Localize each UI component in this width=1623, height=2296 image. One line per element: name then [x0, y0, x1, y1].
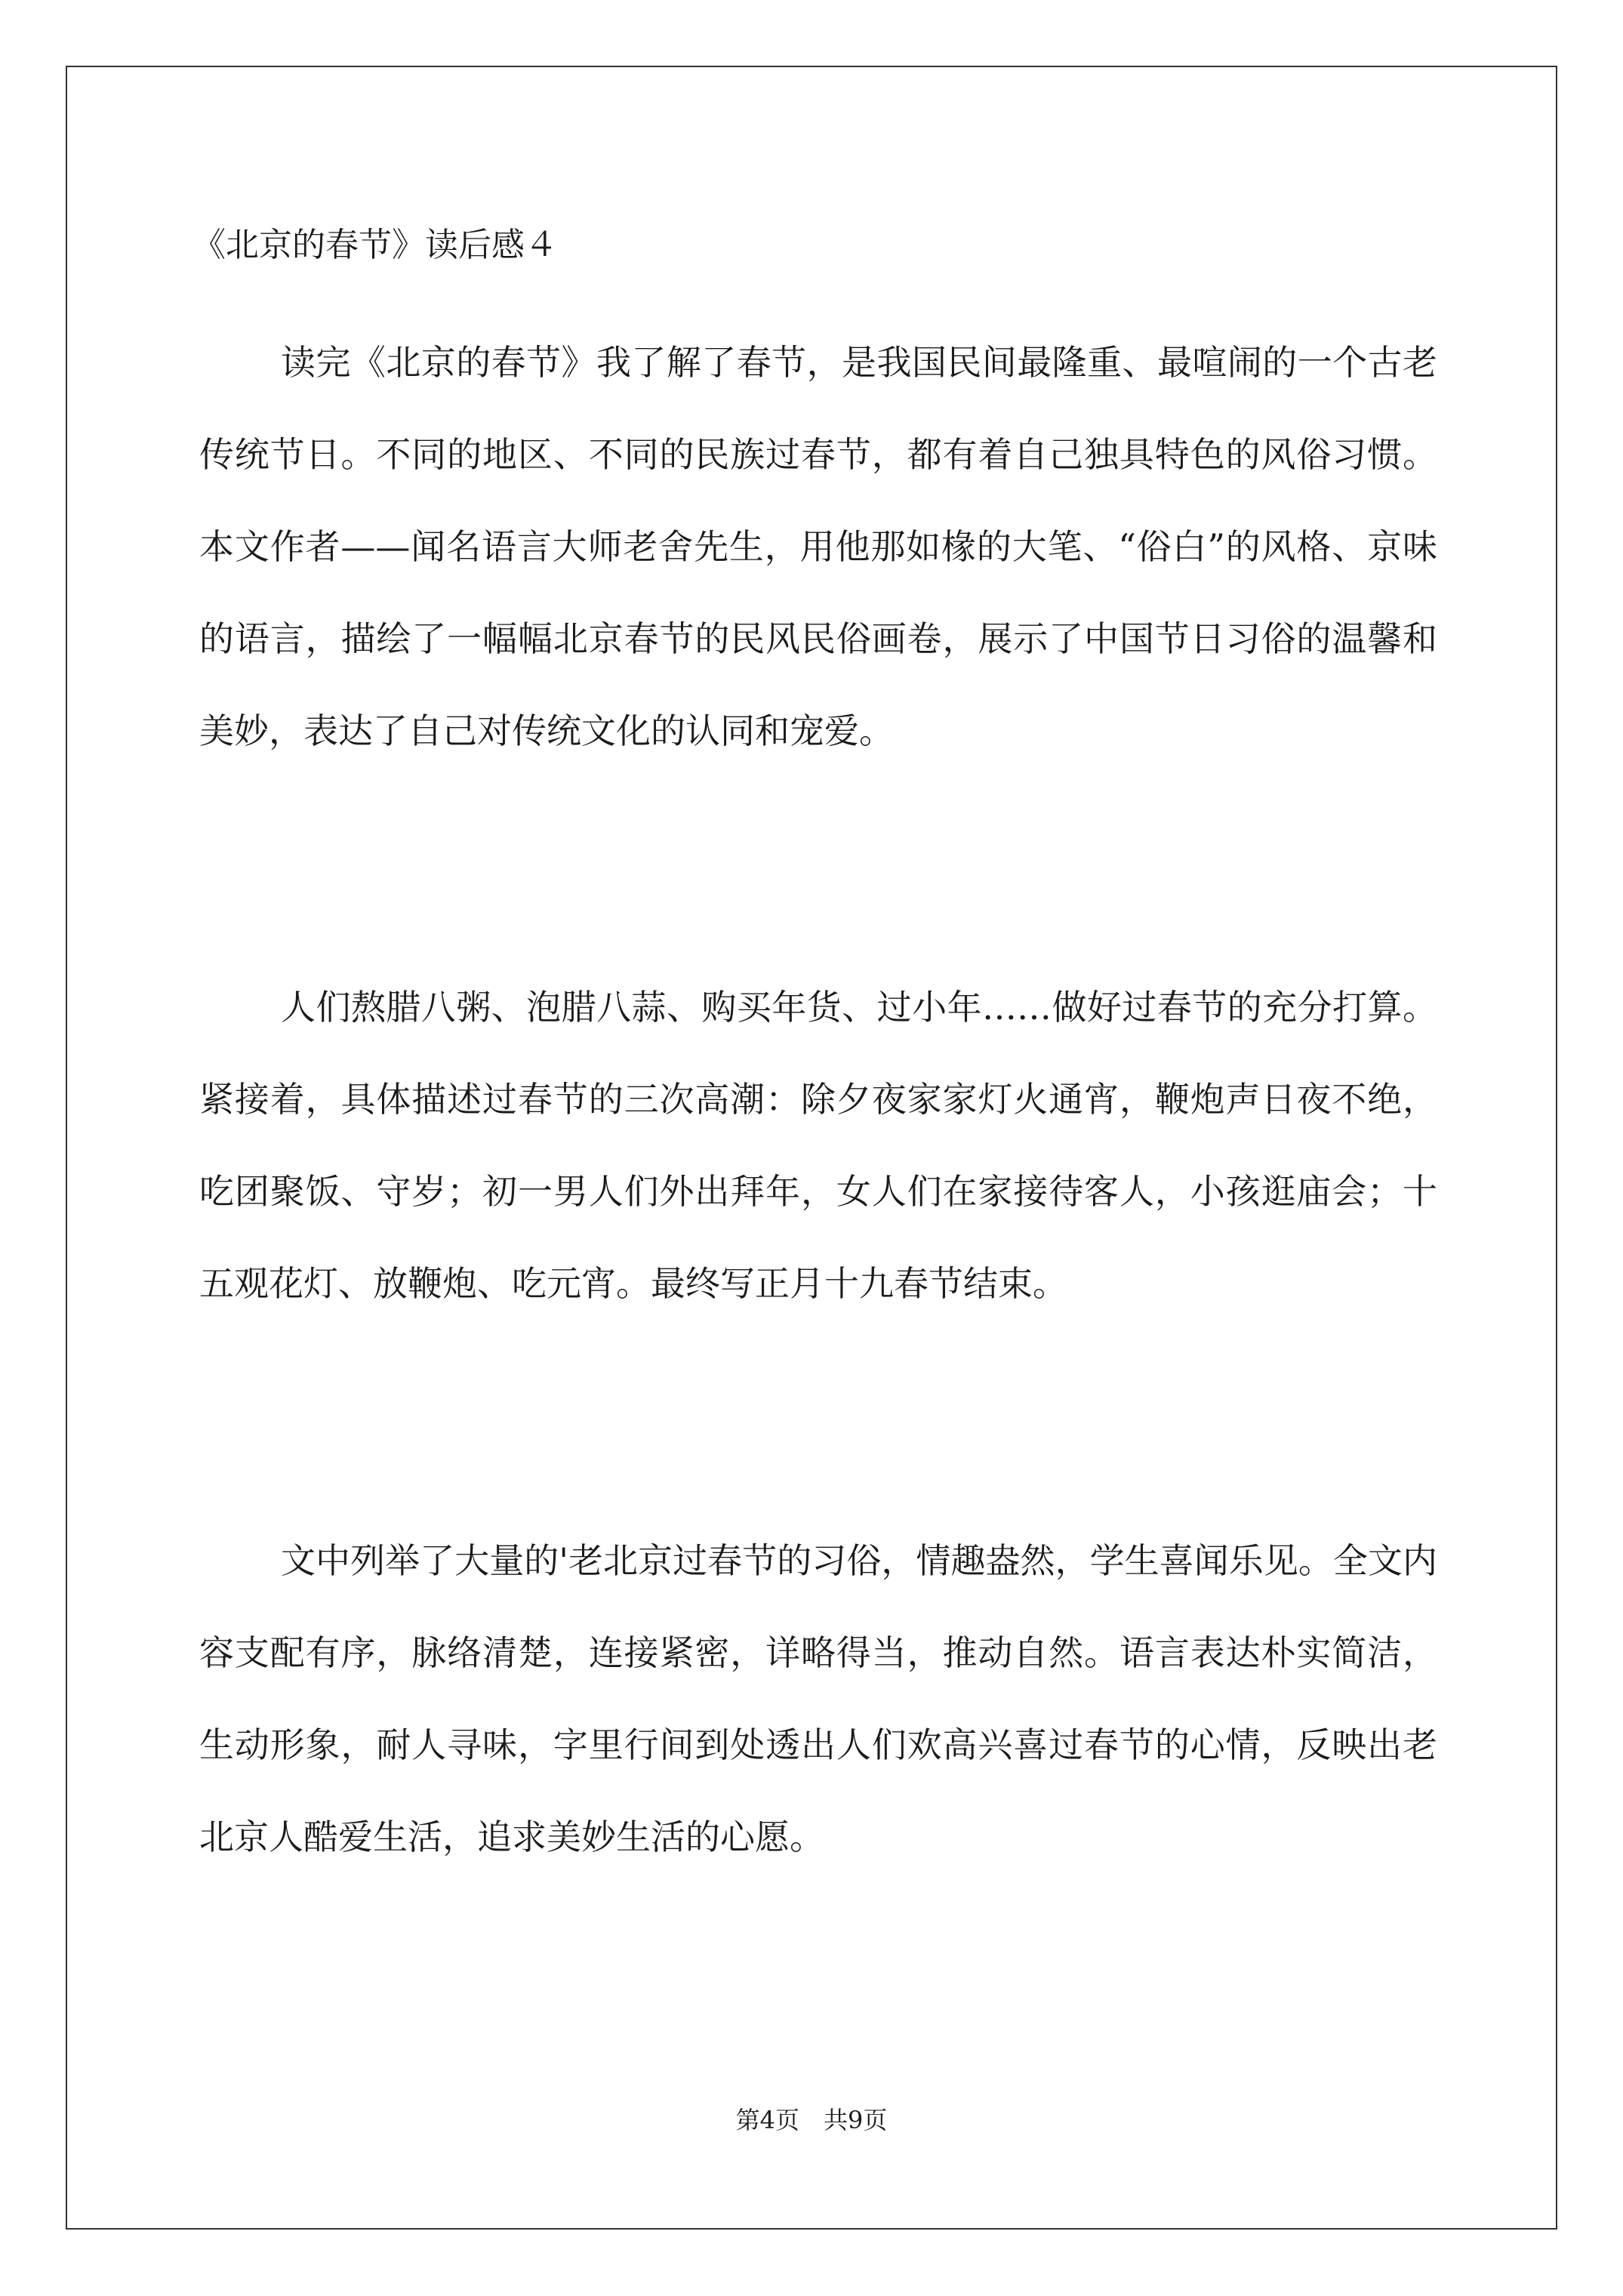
paragraph-1: 读完《北京的春节》我了解了春节，是我国民间最隆重、最喧闹的一个古老传统节日。不同的地区、不同的民族过春节，都有着自己独具特色的风俗习惯。本文作者——闻名语言大师老舍先生，用他那如椽的大笔、“俗白”的风格、京味的语言，描绘了一幅幅北京春节的民风民俗画卷，展示了中国节日习俗的温馨和美妙，表达了自己对传统文化的认同和宠爱。 [199, 342, 1437, 751]
paragraph-2: 人们熬腊八粥、泡腊八蒜、购买年货、过小年……做好过春节的充分打算。紧接着，具体描述过春节的三次高潮：除夕夜家家灯火通宵，鞭炮声日夜不绝，吃团聚饭、守岁；初一男人们外出拜年，女人们在家接待客人，小孩逛庙会；十五观花灯、放鞭炮、吃元宵。最终写正月十九春节结束。 [199, 987, 1437, 1304]
page-number-footer: 第4页 共9页 [735, 2106, 888, 2134]
paragraph-3: 文中列举了大量的'老北京过春节的习俗，情趣盎然，学生喜闻乐见。全文内容支配有序，脉络清楚，连接紧密，详略得当，推动自然。语言表达朴实简洁，生动形象，耐人寻味，字里行间到处透出人们欢高兴喜过春节的心情，反映出老北京人酷爱生活，追求美妙生活的心愿。 [199, 1540, 1437, 1857]
document-title: 《北京的春节》读后感４ [192, 226, 558, 264]
